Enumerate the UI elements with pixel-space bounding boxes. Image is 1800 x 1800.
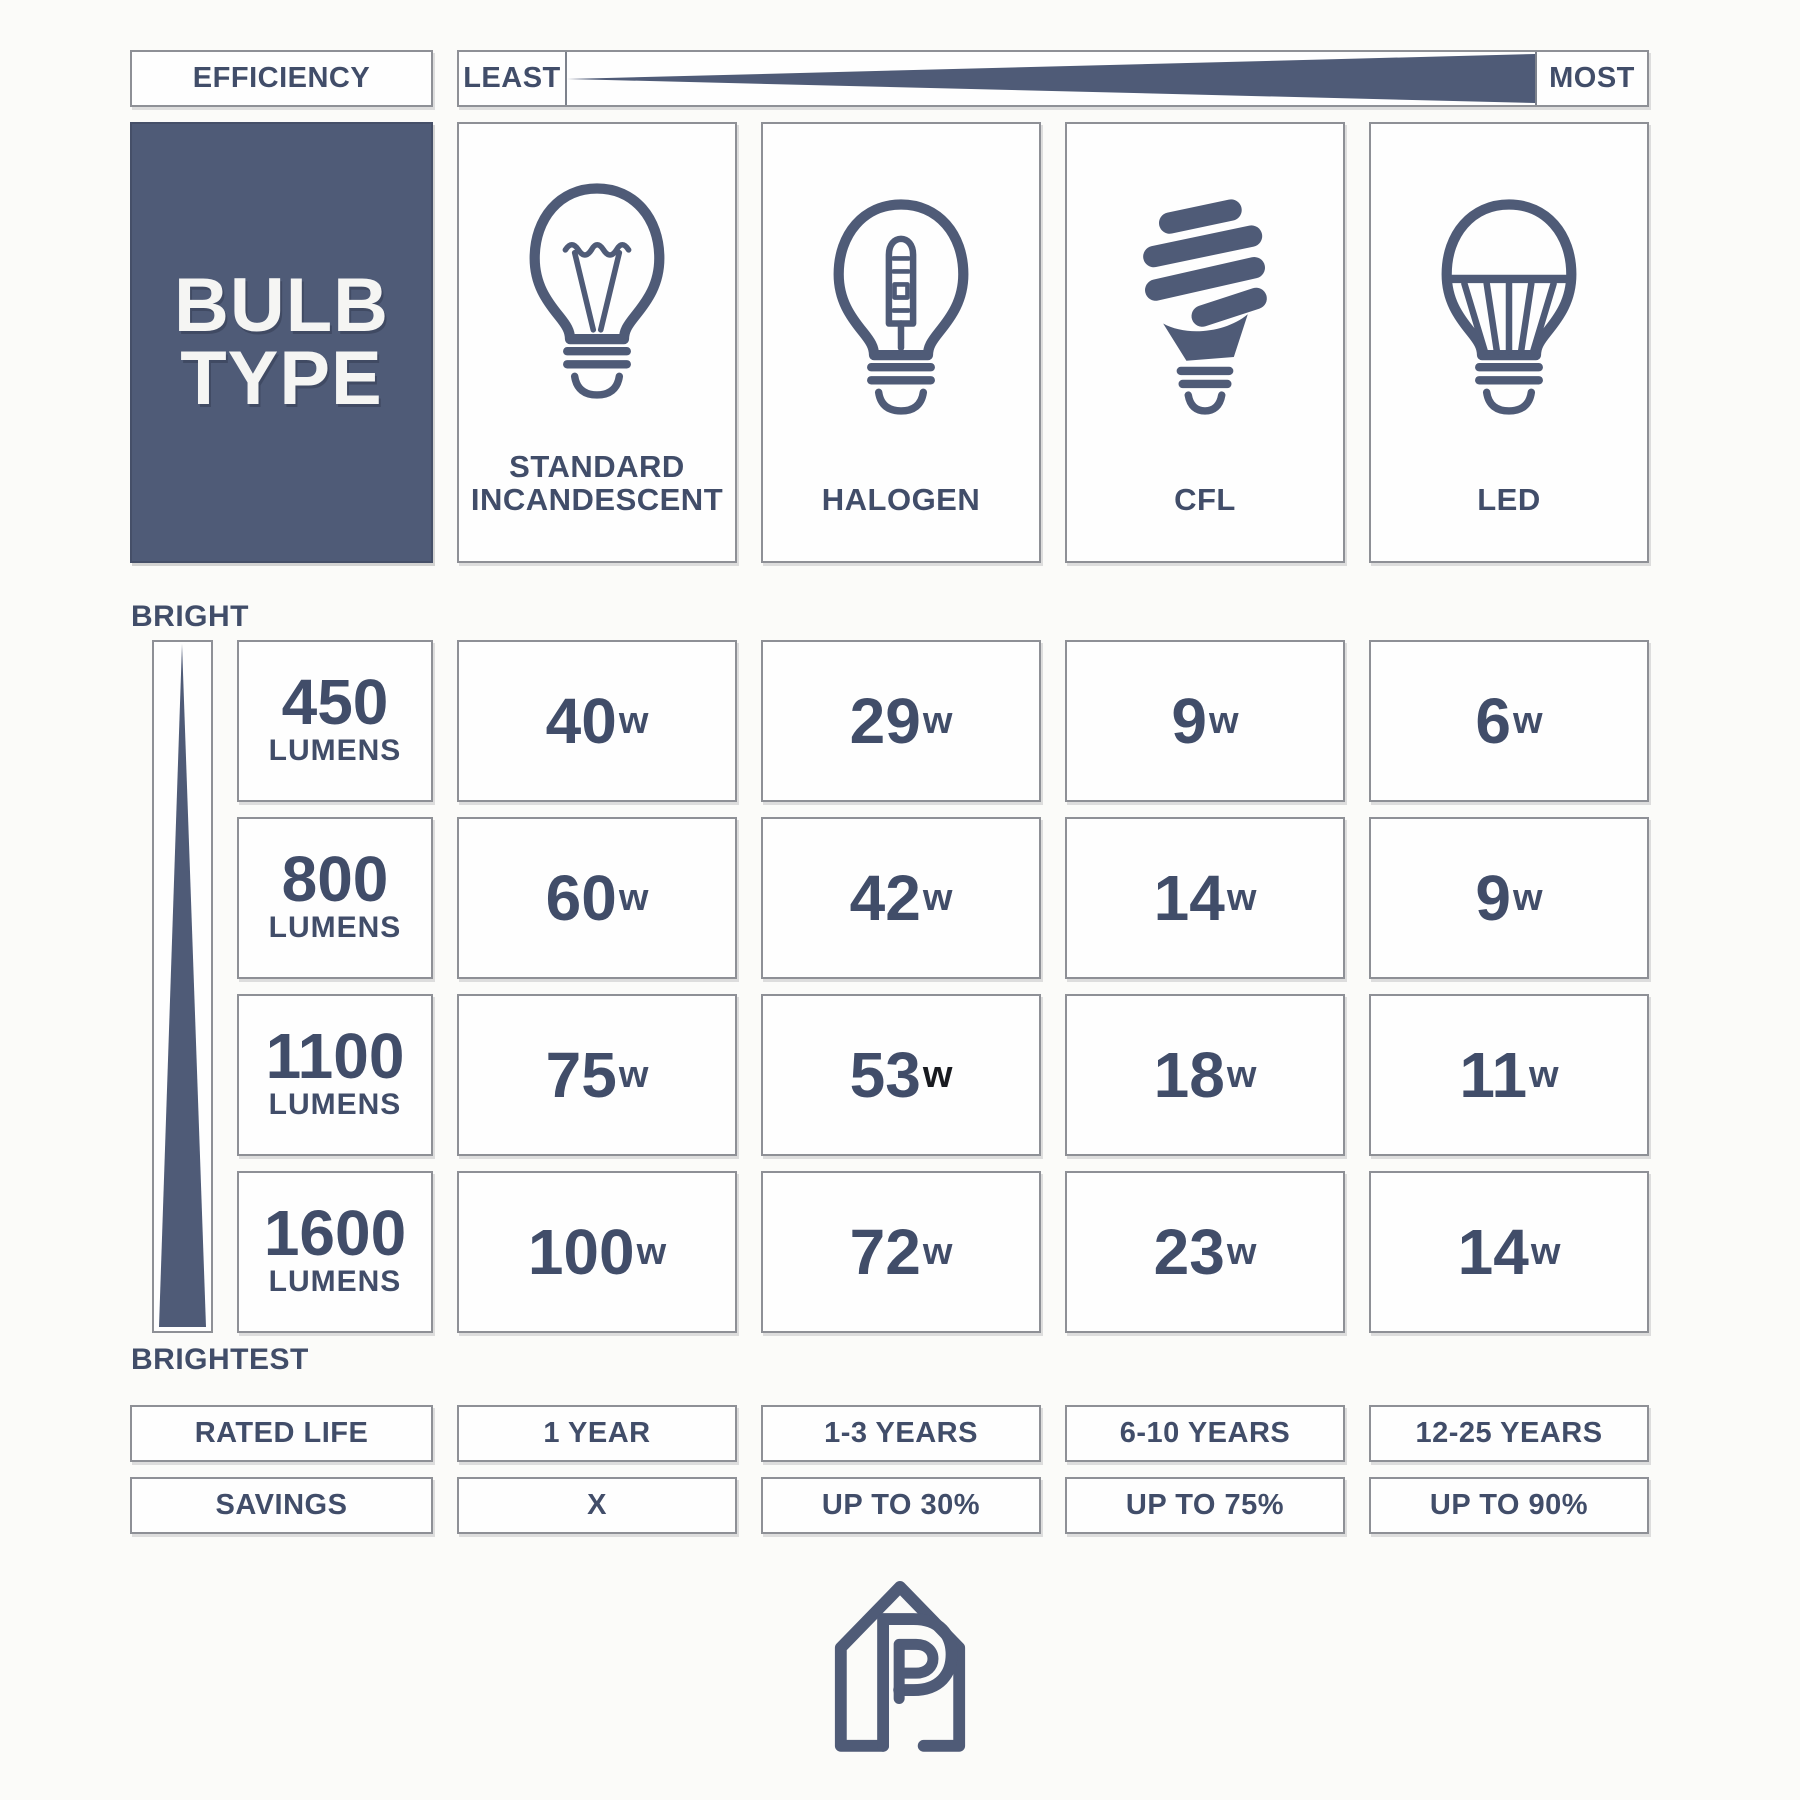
bulb-card-cfl	[1065, 122, 1345, 563]
led-bulb-icon	[1416, 185, 1602, 423]
brightest-label: BRIGHTEST	[131, 1343, 309, 1376]
most-label: MOST	[1549, 62, 1635, 94]
watt-cell-800-halogen: 42 w	[761, 817, 1041, 979]
efficiency-label-box	[130, 50, 433, 107]
halogen-bulb-icon	[808, 185, 994, 423]
watt-cell-450-led: 6 w	[1369, 640, 1649, 802]
savings-halogen: UP TO 30%	[761, 1477, 1041, 1534]
savings-incandescent: X	[457, 1477, 737, 1534]
watt-cell-800-led: 9 w	[1369, 817, 1649, 979]
bulb-label-incandescent: STANDARD INCANDESCENT	[470, 449, 724, 518]
watt-cell-1100-cfl: 18 w	[1065, 994, 1345, 1156]
watt-cell-800-cfl: 14 w	[1065, 817, 1345, 979]
bulb-card-halogen	[761, 122, 1041, 563]
bulb-card-led	[1369, 122, 1649, 563]
efficiency-wedge	[567, 52, 1535, 105]
bulb-label-halogen: HALOGEN	[821, 482, 981, 518]
lumens-value: 1600	[263, 1197, 407, 1270]
rated-life-led: 12-25 YEARS	[1369, 1405, 1649, 1462]
savings-led: UP TO 90%	[1369, 1477, 1649, 1534]
efficiency-label: EFFICIENCY	[192, 62, 371, 94]
watt-cell-1600-cfl: 23 w	[1065, 1171, 1345, 1333]
rated-life-label: RATED LIFE	[194, 1417, 369, 1449]
most-cell	[1535, 52, 1647, 105]
lumens-value: 800	[281, 843, 389, 916]
brightness-wedge-column	[152, 640, 213, 1333]
lumens-unit: LUMENS	[268, 733, 402, 767]
savings-label: SAVINGS	[215, 1489, 348, 1521]
rated-life-label-box	[130, 1405, 433, 1462]
savings-label-box	[130, 1477, 433, 1534]
watt-cell-450-incandescent: 40 w	[457, 640, 737, 802]
lumens-value: 1100	[265, 1020, 405, 1093]
logo-container	[810, 1568, 990, 1758]
house-p-logo	[814, 1570, 986, 1756]
bulb-card-incandescent	[457, 122, 737, 563]
lumens-box-1600	[237, 1171, 433, 1333]
lumens-value: 450	[281, 666, 389, 739]
lumens-box-1100	[237, 994, 433, 1156]
rated-life-incandescent: 1 YEAR	[457, 1405, 737, 1462]
savings-cfl: UP TO 75%	[1065, 1477, 1345, 1534]
lumens-box-450	[237, 640, 433, 802]
watt-cell-1600-incandescent: 100 w	[457, 1171, 737, 1333]
cfl-bulb-icon	[1112, 185, 1298, 423]
lumens-unit: LUMENS	[268, 910, 402, 944]
bulb-type-title: BULB TYPE	[173, 263, 390, 421]
incandescent-bulb-icon	[504, 169, 690, 407]
brightness-wedge-icon	[154, 642, 211, 1331]
watt-cell-1100-incandescent: 75 w	[457, 994, 737, 1156]
watt-cell-1600-led: 14 w	[1369, 1171, 1649, 1333]
rated-life-halogen: 1-3 YEARS	[761, 1405, 1041, 1462]
lumens-unit: LUMENS	[268, 1087, 402, 1121]
lumens-box-800	[237, 817, 433, 979]
efficiency-wedge-icon	[567, 52, 1535, 105]
lumens-unit: LUMENS	[268, 1264, 402, 1298]
watt-cell-1100-halogen: 53 w	[761, 994, 1041, 1156]
least-cell	[459, 52, 567, 105]
least-label: LEAST	[463, 62, 561, 94]
bulb-label-cfl: CFL	[1174, 482, 1236, 518]
watt-cell-450-halogen: 29 w	[761, 640, 1041, 802]
bulb-type-title-box	[130, 122, 433, 563]
bulb-label-led: LED	[1477, 482, 1541, 518]
watt-cell-1100-led: 11 w	[1369, 994, 1649, 1156]
watt-cell-800-incandescent: 60 w	[457, 817, 737, 979]
bright-label: BRIGHT	[131, 600, 249, 633]
rated-life-cfl: 6-10 YEARS	[1065, 1405, 1345, 1462]
watt-cell-1600-halogen: 72 w	[761, 1171, 1041, 1333]
watt-cell-450-cfl: 9 w	[1065, 640, 1345, 802]
efficiency-scale-bar	[457, 50, 1649, 107]
